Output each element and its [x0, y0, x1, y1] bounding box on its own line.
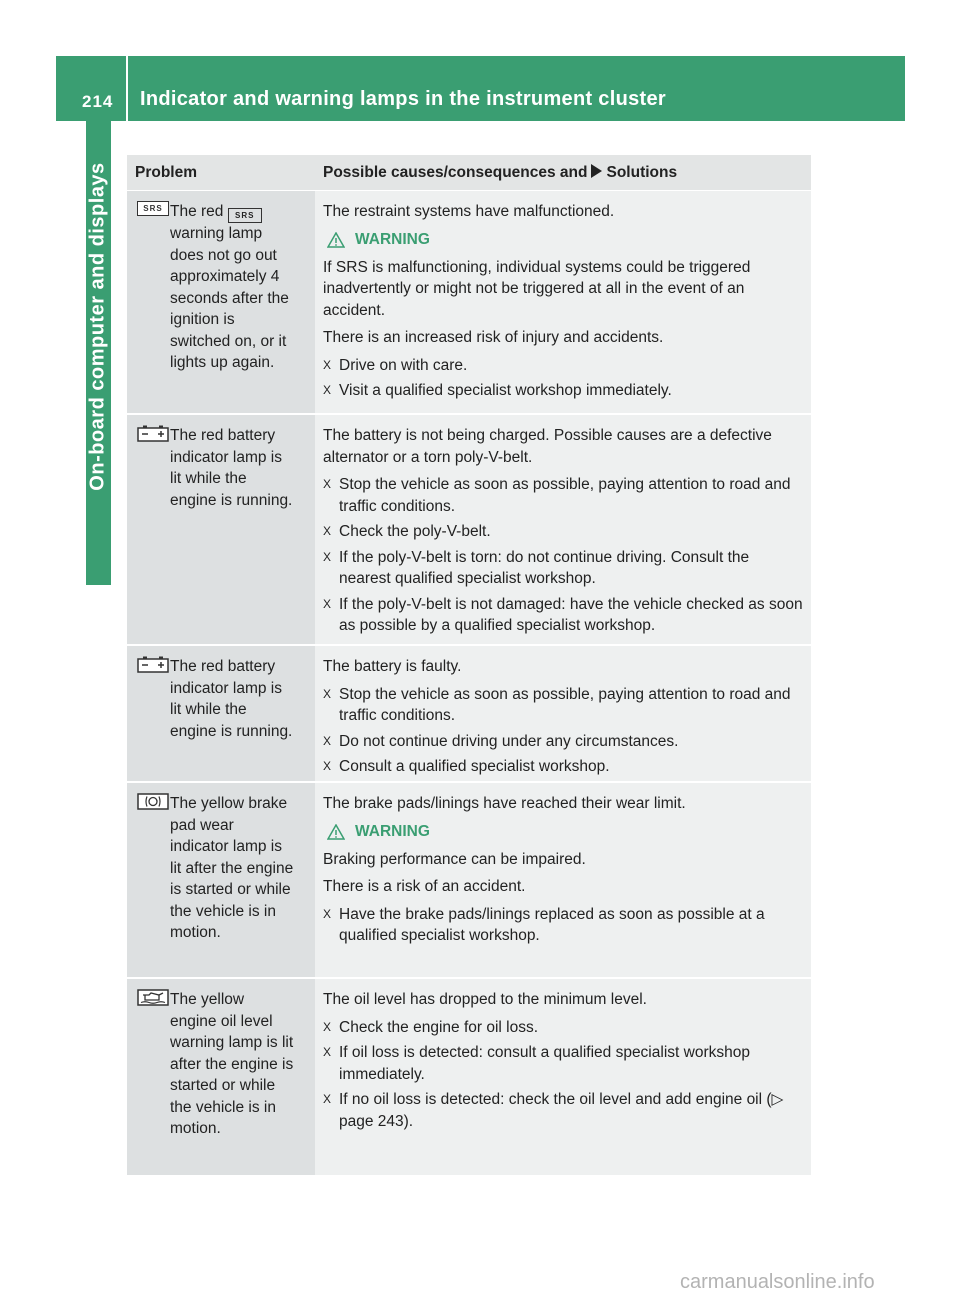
side-tab-label: On-board computer and displays: [87, 161, 110, 491]
table-row: [127, 646, 811, 783]
step-text: Visit a qualified specialist workshop immediately.: [339, 382, 672, 399]
problem-cell: [127, 646, 315, 781]
table-row: [127, 979, 811, 1175]
problem-cell: [127, 783, 315, 977]
problem-cell: [127, 191, 315, 413]
step-marker-icon: X: [323, 596, 332, 611]
step-marker-icon: X: [323, 477, 332, 491]
step-text: If no oil loss is detected: check the oil level and add engine oil (▷ page 243).: [339, 1091, 784, 1130]
warning-text: If SRS is malfunctioning, individual systems could be triggered inadvertently or might not be triggered at all in the event of an accident.: [323, 258, 751, 319]
watermark: carmanualsonline.info: [680, 1271, 875, 1293]
table-row: [127, 191, 811, 415]
cause-text: The battery is faulty.: [323, 658, 462, 675]
step-marker-icon: X: [323, 549, 332, 564]
column-header-solutions-b: Solutions: [606, 164, 678, 181]
problem-text: The yellow engine oil level warning lamp is lit after the engine is started or while the vehicle is in motion.: [170, 991, 294, 1137]
step-item: [323, 355, 803, 377]
table-header-row: [127, 155, 811, 191]
step-item: [323, 594, 803, 637]
warning-label: WARNING: [355, 230, 430, 248]
step-item: [323, 731, 803, 753]
step-marker-icon: X: [323, 686, 332, 701]
battery-icon: [137, 656, 169, 673]
warning-label: WARNING: [355, 822, 430, 840]
step-marker-icon: X: [323, 1019, 332, 1034]
step-item: [323, 547, 803, 590]
warning-triangle-icon: [327, 232, 345, 248]
solution-cell: [315, 191, 811, 413]
step-text: Do not continue driving under any circumstances.: [339, 732, 679, 750]
solution-cell: [315, 979, 811, 1175]
problem-text: The red battery indicator lamp is lit while the engine is running.: [170, 658, 293, 740]
column-header-solutions: [315, 155, 811, 190]
srs-airbag-icon: SRS: [137, 201, 169, 216]
step-marker-icon: X: [323, 906, 332, 921]
problem-cell: [127, 979, 315, 1175]
table-row: [127, 415, 811, 646]
warning-text: There is an increased risk of injury and accidents.: [323, 329, 664, 346]
cause-text: The oil level has dropped to the minimum level.: [323, 991, 647, 1008]
page-title: Indicator and warning lamps in the instrument cluster: [140, 88, 666, 110]
step-text: Drive on with care.: [339, 356, 468, 374]
column-header-problem: Problem: [135, 164, 198, 181]
solution-cell: [315, 415, 811, 644]
step-item: [323, 1042, 803, 1085]
problem-text-a: The red: [170, 203, 224, 220]
solution-cell: [315, 783, 811, 977]
cause-text: The restraint systems have malfunctioned.: [323, 203, 615, 220]
side-tab-label-wrap: [86, 121, 111, 531]
battery-icon: [137, 425, 169, 442]
engine-oil-level-icon: [137, 989, 169, 1006]
step-marker-icon: X: [323, 383, 332, 397]
step-item: [323, 684, 803, 727]
step-item: [323, 521, 803, 543]
step-marker-icon: X: [323, 1045, 332, 1059]
step-item: [323, 380, 803, 402]
warning-heading: [323, 823, 803, 841]
step-text: Stop the vehicle as soon as possible, paying attention to road and traffic conditions.: [339, 685, 791, 724]
step-item: [323, 474, 803, 517]
problem-text: The red battery indicator lamp is lit while the engine is running.: [170, 427, 293, 509]
step-text: If the poly-V-belt is torn: do not continue driving. Consult the nearest qualified specialist workshop.: [339, 548, 750, 587]
problem-text: The yellow brake pad wear indicator lamp is lit after the engine is started or while the vehicle is in motion.: [170, 795, 294, 941]
step-marker-icon: X: [323, 357, 332, 372]
cause-text: The brake pads/linings have reached their wear limit.: [323, 795, 686, 812]
srs-airbag-icon: SRS: [228, 208, 262, 223]
warning-lamp-table: [127, 155, 811, 1175]
step-marker-icon: X: [323, 1092, 332, 1106]
problem-text: [170, 201, 294, 413]
table-row: [127, 783, 811, 979]
solution-cell: [315, 646, 811, 781]
step-item: [323, 1017, 803, 1039]
column-header-solutions-a: Possible causes/consequences and: [323, 164, 588, 181]
step-text: Check the poly-V-belt.: [339, 523, 491, 540]
step-item: [323, 904, 803, 947]
play-arrow-icon: [591, 164, 602, 178]
warning-text: There is a risk of an accident.: [323, 878, 526, 895]
step-text: Stop the vehicle as soon as possible, paying attention to road and traffic conditions.: [339, 476, 791, 515]
step-text: Consult a qualified specialist workshop.: [339, 758, 610, 775]
step-text: Have the brake pads/linings replaced as soon as possible at a qualified specialist workshop.: [339, 905, 765, 944]
cause-text: The battery is not being charged. Possible causes are a defective alternator or a torn poly-V-belt.: [323, 427, 772, 466]
warning-heading: [323, 231, 803, 249]
problem-text-b: warning lamp does not go out approximately 4 seconds after the ignition is switched on, or it lights up again.: [170, 225, 289, 372]
page-number: 214: [82, 92, 114, 111]
step-marker-icon: X: [323, 759, 332, 773]
brake-pad-wear-icon: [137, 793, 169, 810]
header-divider: [126, 56, 128, 121]
step-item: [323, 756, 803, 778]
warning-triangle-icon: [327, 824, 345, 840]
step-text: Check the engine for oil loss.: [339, 1018, 539, 1036]
step-item: [323, 1089, 803, 1132]
step-marker-icon: X: [323, 524, 332, 538]
step-marker-icon: X: [323, 733, 332, 748]
warning-text: Braking performance can be impaired.: [323, 850, 586, 868]
step-text: If oil loss is detected: consult a qualified specialist workshop immediately.: [339, 1044, 750, 1083]
step-text: If the poly-V-belt is not damaged: have the vehicle checked as soon as possible by a qualified specialist workshop.: [339, 595, 803, 634]
problem-cell: [127, 415, 315, 644]
